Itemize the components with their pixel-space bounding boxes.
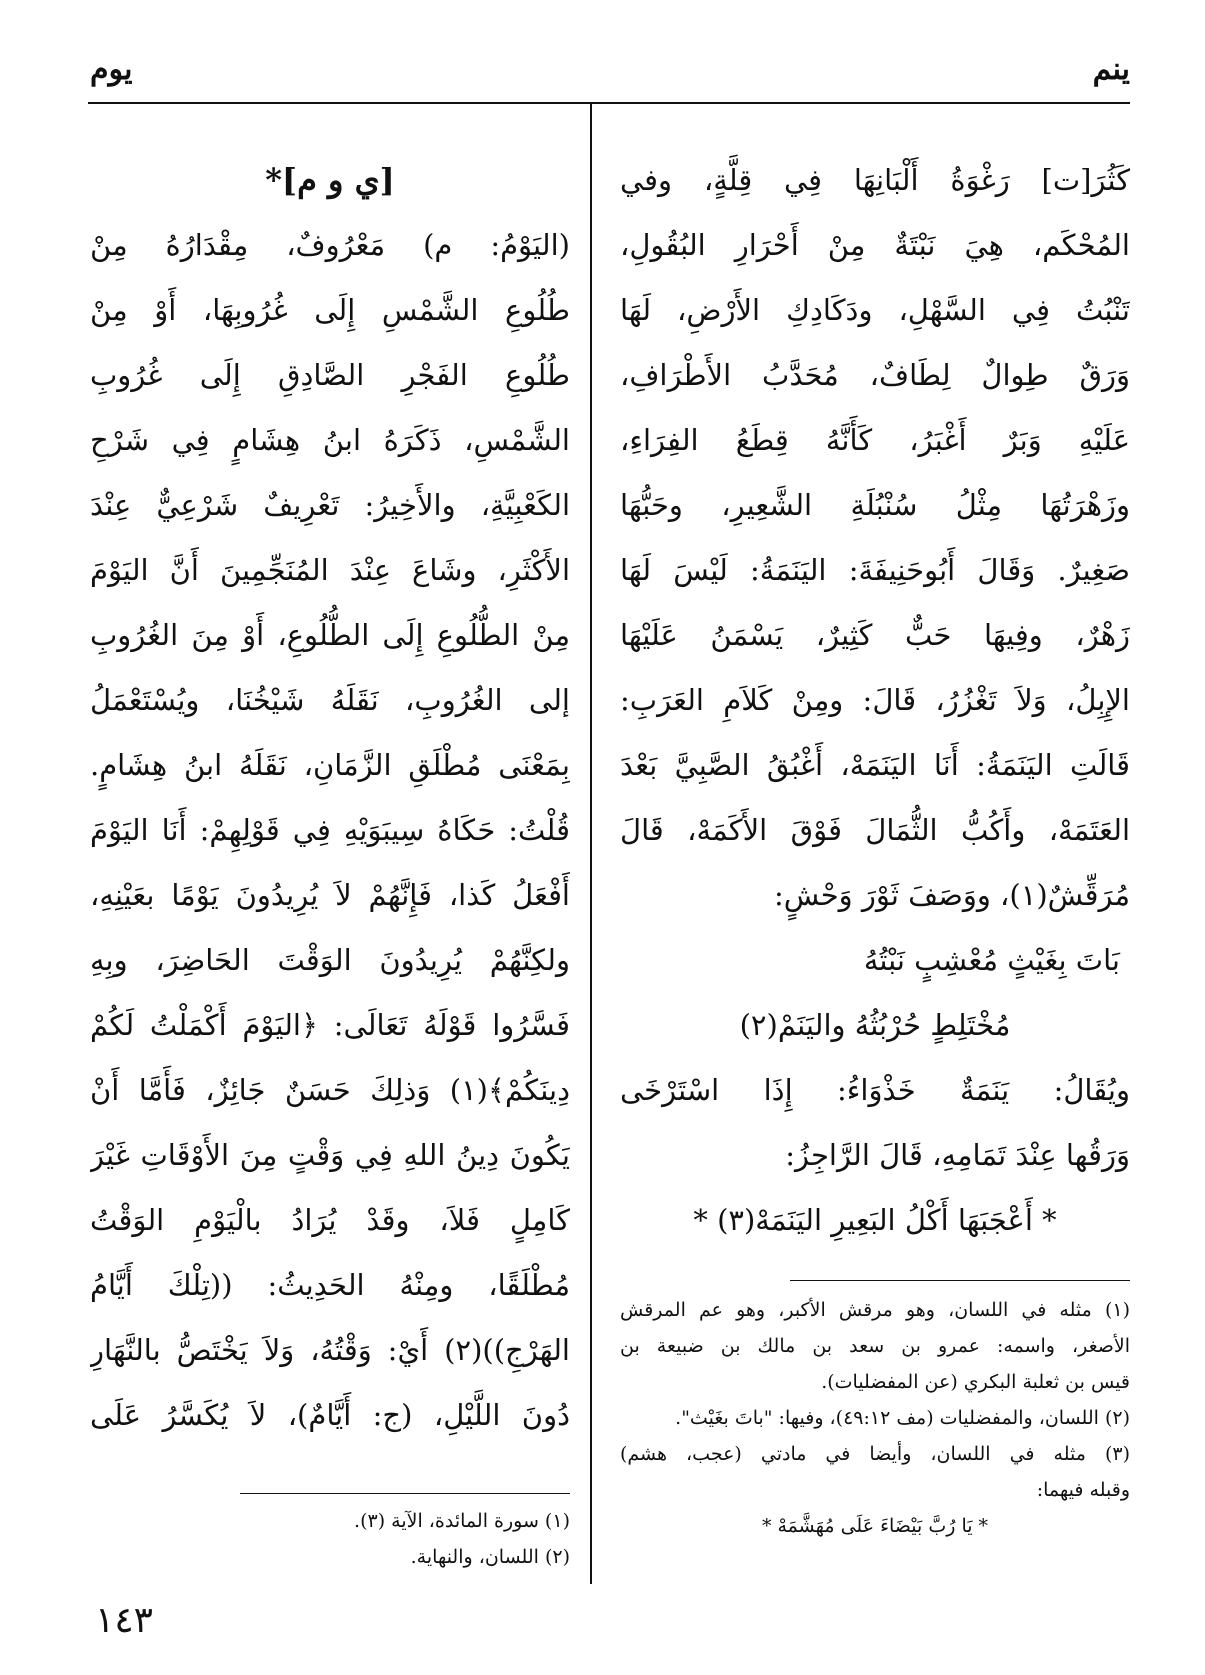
footnote-line: وقبله فيهما: bbox=[1036, 1479, 1130, 1501]
text-line: الأَكْثَرِ، وشَاعَ عِنْدَ المُنَجِّمِينَ أَنَّ اليَوْمَ bbox=[90, 553, 570, 587]
text-line: وزَهْرَتُهَا مِثْلُ سُنْبُلَةِ الشَّعِيرِ، وحَبُّهَا bbox=[620, 488, 1130, 522]
text-line: (اليَوْمُ: م) مَعْرُوفٌ، مِقْدَارُهُ مِنْ bbox=[90, 228, 570, 262]
footnote-line: قيس بن ثعلبة البكري (عن المفضليات). bbox=[821, 1371, 1130, 1393]
text-line: بِمَعْنَى مُطْلَقِ الزَّمَانِ، نَقَلَهُ ابنُ هِشَامٍ. bbox=[90, 748, 570, 782]
text-line: العَتَمَهْ، وأَكُبُّ الثُّمَالَ فَوْقَ الأَكَمَهْ، قَالَ bbox=[620, 813, 1130, 847]
text-line: أَفْعَلُ كَذا، فَإِنَّهُمْ لاَ يُرِيدُونَ يَوْمًا بعَيْنِهِ، bbox=[90, 878, 570, 912]
text-line: المُحْكَم، هِيَ نَبْتَةٌ مِنْ أَحْرَارِ البُقُولِ، bbox=[620, 228, 1130, 262]
page-number: ١٤٣ bbox=[95, 1600, 154, 1641]
header-root-word: ينم bbox=[1092, 52, 1130, 87]
header-next-root: يوم bbox=[90, 52, 133, 87]
text-line: إلى الغُرُوبِ، نَقَلَهُ شَيْخُنَا، ويُسْتَعْمَلُ bbox=[90, 683, 570, 717]
text-line: قَالَتِ اليَنَمَةُ: أَنَا اليَنَمَهْ، أَغْبُقُ الصَّبِيَّ بَعْدَ bbox=[620, 748, 1130, 782]
text-line: الكَعْبِيَّةِ، والأَخِيرُ: تَعْرِيفٌ شَرْعِيٌّ عِنْدَ bbox=[90, 488, 570, 522]
text-line: الهَرْجِ))(٢) أَيْ: وَقْتُهُ، وَلاَ يَخْتَصُّ بالنَّهَارِ bbox=[90, 1333, 570, 1367]
text-line: كَامِلٍ فَلاَ، وقَدْ يُرَادُ بالْيَوْمِ الوَقْتُ bbox=[90, 1203, 570, 1237]
text-line: ولكِنَّهُمْ يُرِيدُونَ الوَقْتَ الحَاضِرَ، وبِهِ bbox=[90, 943, 570, 977]
text-line: قُلْتُ: حَكَاهُ سِيبَوَيْهِ فِي قَوْلِهِمْ: أَنَا اليَوْمَ bbox=[90, 813, 570, 847]
text-line: كَثُرَ[ت] رَغْوَةُ أَلْبَانِهَا فِي قِلَّةٍ، وفي bbox=[620, 163, 1130, 197]
footnotes-right bbox=[620, 1292, 1130, 1544]
text-line: عَلَيْهِ وَبَرٌ أَغْبَرُ، كَأَنَّهُ قِطَعُ الفِرَاءِ، bbox=[620, 423, 1130, 457]
right-column bbox=[620, 148, 1130, 1253]
entry-heading: [ي و م]* bbox=[265, 161, 395, 199]
footnote-separator bbox=[790, 1280, 1130, 1281]
text-line: طُلُوعِ الفَجْرِ الصَّادِقِ إِلَى غُرُوبِ bbox=[90, 358, 570, 392]
text-line: يَكُونَ دِينُ اللهِ فِي وَقْتٍ مِنَ الأَوْقَاتِ غَيْرَ bbox=[90, 1138, 570, 1172]
text-line: دِينَكُمْ﴾(١) وَذلِكَ حَسَنٌ جَائِزٌ، فَأَمَّا أَنْ bbox=[90, 1073, 570, 1107]
footnotes-left bbox=[240, 1503, 570, 1575]
text-line: مُرَقِّشٌ(١)، ووَصَفَ ثَوْرَ وَحْشٍ: bbox=[774, 878, 1130, 912]
text-line: طُلُوعِ الشَّمْسِ إِلَى غُرُوبِهَا، أَوْ مِنْ bbox=[90, 293, 570, 327]
footnote-line: الأصغر، واسمه: عمرو بن سعد بن مالك بن ضبيعة بن bbox=[620, 1335, 1130, 1357]
column-divider bbox=[590, 104, 592, 1584]
footnote-separator bbox=[240, 1493, 570, 1494]
verse-line: * أَعْجَبَهَا أَكْلُ البَعِيرِ اليَنَمَهْ(٣) * bbox=[693, 1203, 1057, 1237]
footnote-line: (١) مثله في اللسان، وهو مرقش الأكبر، وهو عم المرقش bbox=[620, 1299, 1130, 1321]
text-line: مِنْ الطُّلُوعِ إِلَى الطُّلُوعِ، أَوْ مِنَ الغُرُوبِ bbox=[90, 618, 570, 652]
footnote-line: * يَا رُبَّ بَيْضَاءَ عَلَى مُهَشَّمَهْ * bbox=[761, 1515, 989, 1537]
footnote-line: (١) سورة المائدة، الآية (٣). bbox=[354, 1510, 570, 1532]
footnote-line: (٢) اللسان، والمفضليات (مف ٤٩:١٢)، وفيها: "باتَ بغَيْث". bbox=[675, 1407, 1130, 1429]
text-line: مُطْلَقًا، ومِنْهُ الحَدِيثُ: ((تِلْكَ أَيَّامُ bbox=[90, 1268, 570, 1302]
text-line: تَنْبُتُ فِي السَّهْلِ، ودَكَادِكِ الأَرْضِ، لَهَا bbox=[620, 293, 1130, 327]
left-column bbox=[90, 148, 570, 1448]
text-line: الشَّمْسِ، ذَكَرَهُ ابنُ هِشَامٍ فِي شَرْحِ bbox=[90, 423, 570, 457]
text-line: زَهْرٌ، وفِيهَا حَبٌّ كَثِيرٌ، يَسْمَنُ عَلَيْهَا bbox=[620, 618, 1130, 652]
text-line: وَرَقٌ طِوالٌ لِطَافٌ، مُحَدَّبُ الأَطْرَافِ، bbox=[620, 358, 1130, 392]
text-line: صَغِيرٌ. وَقَالَ أَبُوحَنِيفَةَ: اليَنَمَةُ: لَيْسَ لَهَا bbox=[620, 553, 1130, 587]
header-rule bbox=[88, 102, 1130, 104]
verse-line: بَاتَ بِغَيْثٍ مُعْشِبٍ نَبْتُهُ bbox=[863, 943, 1120, 977]
footnote-line: (٢) اللسان، والنهاية. bbox=[410, 1546, 570, 1568]
text-line: ويُقَالُ: يَنَمَةٌ خَذْوَاءُ: إِذَا اسْتَرْخَى bbox=[620, 1073, 1130, 1107]
text-line: الإِبِلُ، وَلاَ تَغْزُرُ، قَالَ: ومِنْ كَلاَمِ العَرَبِ: bbox=[620, 683, 1130, 717]
footnote-line: (٣) مثله في اللسان، وأيضا في مادتي (عجب، هشم) bbox=[620, 1443, 1130, 1465]
text-line: وَرَقُها عِنْدَ تَمَامِهِ، قَالَ الرَّاجِزُ: bbox=[785, 1138, 1130, 1172]
text-line: دُونَ اللَّيْلِ، (ج: أَيَّامٌ)، لاَ يُكَسَّرُ عَلَى bbox=[90, 1398, 570, 1432]
verse-line: مُخْتَلِطٍ حُرْبُثُهُ واليَنَمْ(٢) bbox=[739, 1008, 1011, 1042]
text-line: فَسَّرُوا قَوْلَهُ تَعَالَى: ﴿اليَوْمَ أَكْمَلْتُ لَكُمْ bbox=[90, 1008, 570, 1042]
